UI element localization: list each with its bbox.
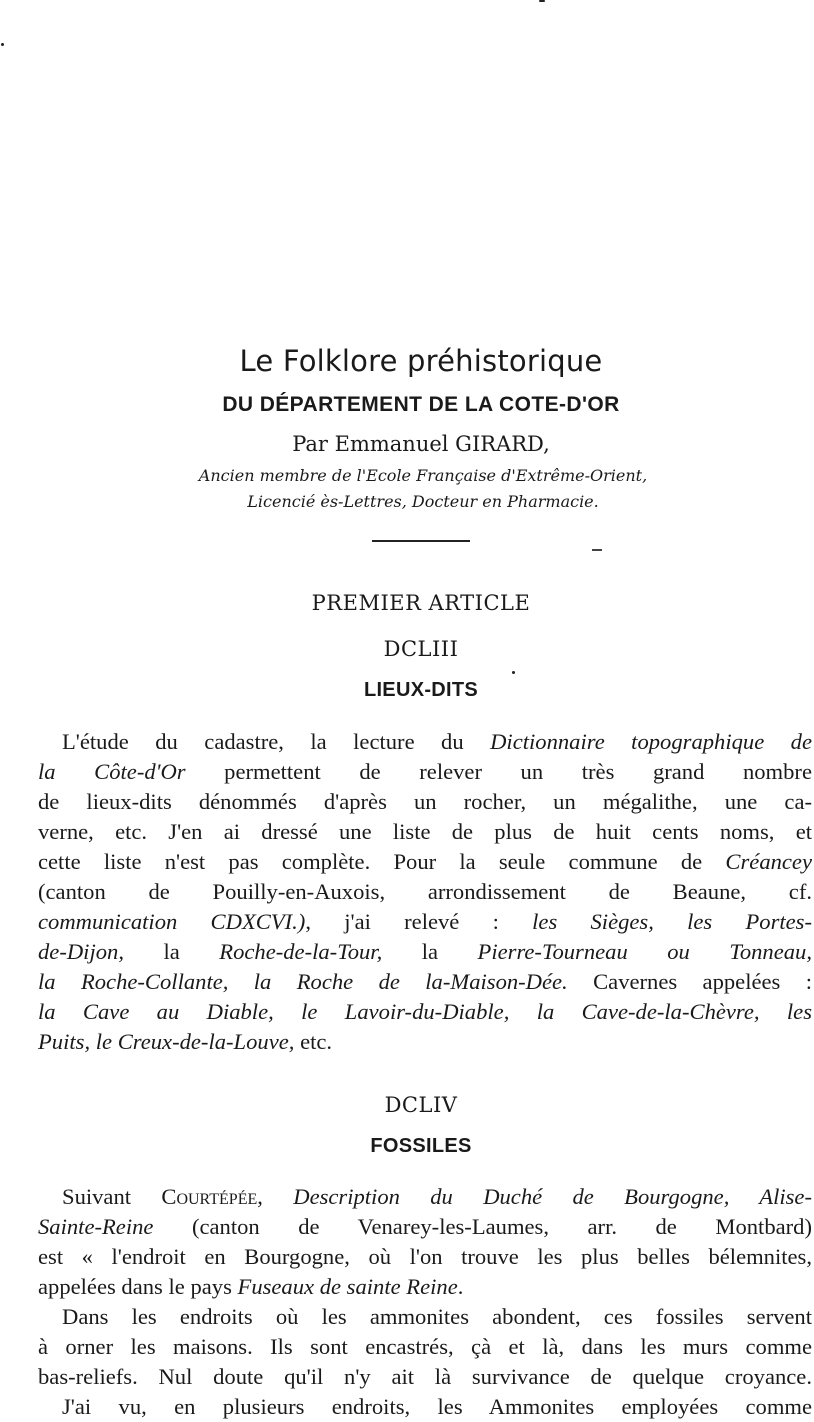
section-1-number: DCLIII — [383, 637, 459, 661]
print-speck — [512, 671, 515, 674]
section-2-number: DCLIV — [384, 1093, 458, 1117]
document-subtitle: DU DÉPARTEMENT DE LA COTE-D'OR — [222, 393, 620, 416]
text-line: (canton de Pouilly-en-Auxois, arrondissement de Beaune, cf. — [38, 879, 812, 904]
text-line: communication CDXCVI.), j'ai relevé : les Sièges, les Portes- — [38, 909, 812, 934]
text-line: est « l'endroit en Bourgogne, où l'on trouve les plus belles bélemnites, — [38, 1244, 812, 1269]
text-line: Suivant Courtépée, Description du Duché de Bourgogne, Alise- — [62, 1184, 812, 1209]
author-credential-1: Ancien membre de l'Ecole Française d'Extrême-Orient, — [198, 466, 648, 485]
text-line: appelées dans le pays Fuseaux de sainte Reine. — [38, 1274, 464, 1299]
text-line: J'ai vu, en plusieurs endroits, les Ammonites employées comme — [62, 1394, 812, 1419]
section-2-title: FOSSILES — [370, 1135, 472, 1157]
separator-mark — [592, 549, 602, 551]
text-line: verne, etc. J'en ai dressé une liste de plus de huit cents noms, et — [38, 819, 812, 844]
text-line: de lieux-dits dénommés d'après un rocher, un mégalithe, une ca- — [38, 789, 812, 814]
section-1-paragraph — [38, 727, 812, 1057]
text-line: bas-reliefs. Nul doute qu'il n'y ait là survivance de quelque croyance. — [38, 1364, 812, 1389]
article-label: PREMIER ARTICLE — [311, 591, 531, 615]
print-speck — [1, 43, 4, 46]
text-line: à orner les maisons. Ils sont encastrés, çà et là, dans les murs comme — [38, 1334, 812, 1359]
document-title: Le Folklore préhistorique — [239, 344, 603, 378]
text-line: L'étude du cadastre, la lecture du Dictionnaire topographique de — [62, 729, 813, 754]
text-line: la Roche-Collante, la Roche de la-Maison-Dée. Cavernes appelées : — [38, 969, 812, 994]
section-1-title: LIEUX-DITS — [363, 679, 479, 701]
text-line: Puits, le Creux-de-la-Louve, etc. — [38, 1029, 333, 1054]
text-line: la Cave au Diable, le Lavoir-du-Diable, la Cave-de-la-Chèvre, les — [38, 999, 812, 1024]
text-line: Dans les endroits où les ammonites abondent, ces fossiles servent — [62, 1304, 812, 1329]
print-speck — [539, 0, 545, 2]
text-line: Sainte-Reine (canton de Venarey-les-Laumes, arr. de Montbard) — [38, 1214, 812, 1239]
text-line: cette liste n'est pas complète. Pour la seule commune de Créancey — [38, 849, 812, 874]
separator-rule — [372, 540, 470, 542]
section-2-paragraph — [38, 1182, 812, 1422]
text-line: de-Dijon, la Roche-de-la-Tour, la Pierre-Tourneau ou Tonneau, — [38, 939, 812, 964]
author-line: Par Emmanuel GIRARD, — [292, 432, 550, 456]
author-credential-2: Licencié ès-Lettres, Docteur en Pharmacie. — [247, 492, 599, 511]
text-line: la Côte-d'Or permettent de relever un très grand nombre — [38, 759, 812, 784]
